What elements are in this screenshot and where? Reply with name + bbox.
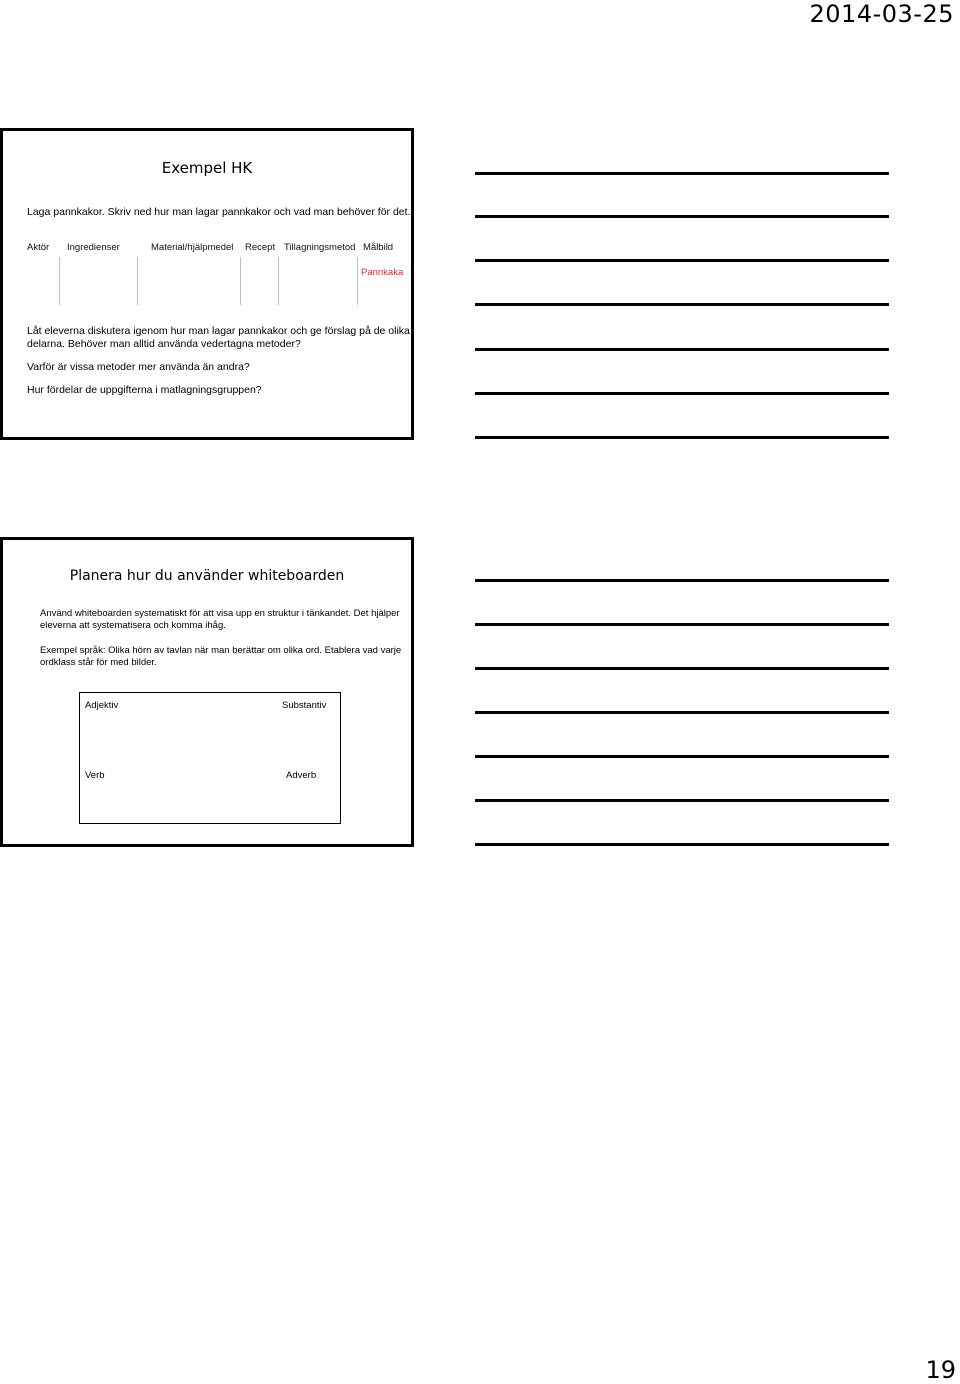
slide-exempel-hk — [0, 128, 414, 440]
note-line — [475, 259, 889, 262]
column-divider — [278, 257, 279, 305]
whiteboard-diagram — [79, 692, 341, 824]
slide-paragraph — [27, 325, 411, 350]
corner-label-substantiv: Substantiv — [282, 700, 327, 711]
column-label-recept: Recept — [245, 242, 276, 253]
page-number: 19 — [925, 1356, 956, 1384]
note-line — [475, 623, 889, 626]
corner-label-adverb: Adverb — [286, 770, 317, 781]
slide-question: Hur fördelar de uppgifterna i matlagningsgruppen? — [27, 384, 262, 396]
paragraph-text-b: Behöver man alltid använda vedertagna metoder? — [67, 337, 301, 350]
paragraph-text-a: Låt eleverna diskutera igenom hur man lagar pannkakor och ge förslag på de olika delarna. — [27, 325, 410, 350]
column-label-material: Material/hjälpmedel — [151, 242, 234, 253]
column-label-malbild: Målbild — [363, 242, 394, 253]
note-line — [475, 215, 889, 218]
column-divider — [357, 257, 358, 305]
note-line — [475, 799, 889, 802]
corner-label-adjektiv: Adjektiv — [85, 700, 119, 711]
note-line — [475, 303, 889, 306]
column-label-ingredienser: Ingredienser — [67, 242, 120, 253]
note-line — [475, 392, 889, 395]
note-line — [475, 348, 889, 351]
column-label-aktor: Aktör — [27, 242, 50, 253]
paragraph-text-c: Varför är vissa metoder mer använda än andra? — [27, 361, 250, 373]
slide-intro-text: Laga pannkakor. Skriv ned hur man lagar pannkakor och vad man behöver för det. — [27, 206, 411, 218]
slide-paragraph: Använd whiteboarden systematiskt för att visa upp en struktur i tänkandet. Det hjälper eleverna att systematisera och komma ihåg. — [40, 608, 400, 631]
slide-paragraph: Exempel språk: Olika hörn av tavlan när man berättar om olika ord. Etablera vad varje ordklass står för med bilder. — [40, 645, 402, 668]
column-divider — [59, 257, 60, 305]
note-line — [475, 843, 889, 846]
note-line — [475, 667, 889, 670]
slide-whiteboard — [0, 537, 414, 847]
corner-label-verb: Verb — [85, 770, 105, 781]
slide-title: Planera hur du använder whiteboarden — [69, 568, 345, 584]
slide-title: Exempel HK — [161, 159, 253, 177]
note-line — [475, 579, 889, 582]
note-line — [475, 711, 889, 714]
target-label: Pannkaka — [361, 267, 404, 278]
note-line — [475, 436, 889, 439]
note-line — [475, 172, 889, 175]
note-line — [475, 755, 889, 758]
date-header: 2014-03-25 — [809, 0, 954, 28]
column-divider — [240, 257, 241, 305]
column-divider — [137, 257, 138, 305]
column-label-tillagningsmetod: Tillagningsmetod — [284, 242, 356, 253]
